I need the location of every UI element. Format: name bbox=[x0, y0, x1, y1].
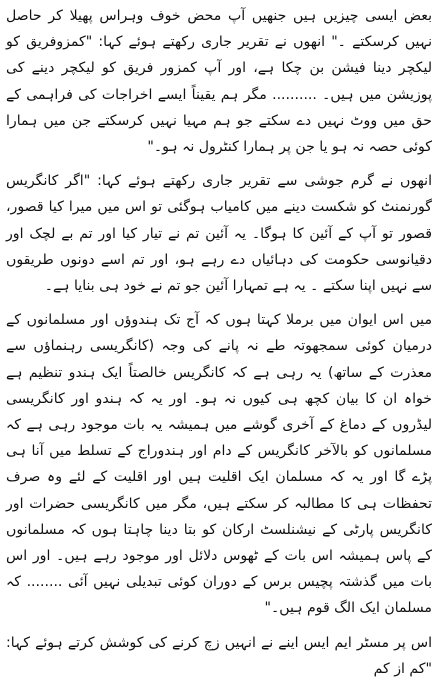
paragraph-gap bbox=[6, 160, 432, 168]
paragraph-1: بعض ایسی چیزیں ہیں جنھیں آپ محض خوف وہراس پھیلا کر حاصل نہیں کرسکتے ۔" انھوں نے تقریر جاری رکھتے ہوئے کہا: "کمزوفریق کو لیکچر دینا فیشن بن چکا ہے، اور آپ کمزور فریق کو لیکچر دینے کی پوزیشن میں ہیں۔ .......... مگر ہم یقیناً ایسے اخراجات کی فراہمی کے حق میں ووٹ نہیں دے سکتے جو ہم مہیا نہیں کرسکتے جن میں ہمارا کوئی حصہ نہ ہو یا جن پر ہمارا کنٹرول نہ ہو۔" bbox=[6, 8, 432, 156]
paragraph-gap bbox=[6, 299, 432, 307]
paragraph-3: میں اس ایوان میں برملا کہتا ہوں کہ آج تک ہندوؤں اور مسلمانوں کے درمیان کوئی سمجھوتہ طے نہ پانے کی وجہ (کانگریسی رہنماؤں سے معذرت کے ساتھ) یہ رہی ہے کہ کانگریس خالصتاً ایک ہندو تنظیم ہے خواہ ان کا بیان کچھ ہی کیوں نہ ہو۔ اور یہ کہ ہندو اور کانگریسی لیڈروں کے دماغ کے آخری گوشے میں ہمیشہ یہ بات موجود رہی ہے کہ مسلمانوں کو بالآخر کانگریس کے دام اور ہندوراج کے تسلط میں آنا ہی پڑے گا اور یہ کہ مسلمان ایک اقلیت ہیں اور اقلیت کے لئے وہ صرف تحفظات ہی کا مطالبہ کر سکتے ہیں، مگر میں کانگریسی حضرات اور کانگریس پارٹی کے نیشنلسٹ ارکان کو بتا دینا چاہتا ہوں کہ مسلمانوں کے پاس ہمیشہ اس بات کے ٹھوس دلائل اور موجود رہے ہیں۔ اور اس بات میں گذشتہ پچیس برس کے دوران کوئی تبدیلی نہیں آئی ........ کہ مسلمان ایک الگ قوم ہیں۔" bbox=[6, 312, 432, 617]
paragraph-4: اس پر مسٹر ایم ایس اینے نے انہیں زچ کرنے کی کوشش کرتے ہوئے کہا: "کم از کم bbox=[6, 634, 432, 677]
paragraph-2: انھوں نے گرم جوشی سے تقریر جاری رکھتے ہوئے کہا: "اگر کانگریس گورنمنٹ کو شکست دینے میں کامیاب ہوگئی تو اس میں میرا کیا قصور، قصور تو آپ کے آئین کا ہوگا۔ یہ آئین تم نے تیار کیا اور تم بے لچک اور دقیانوسی حکومت کی دہائیاں دے رہے ہو، اور تم اسے دونوں طریقوں سے نہیں اپنا سکتے ۔ یہ ہے تمہارا آئین جو تم نے خود ہی بنایا ہے۔ bbox=[6, 173, 432, 295]
paragraph-gap bbox=[6, 622, 432, 630]
